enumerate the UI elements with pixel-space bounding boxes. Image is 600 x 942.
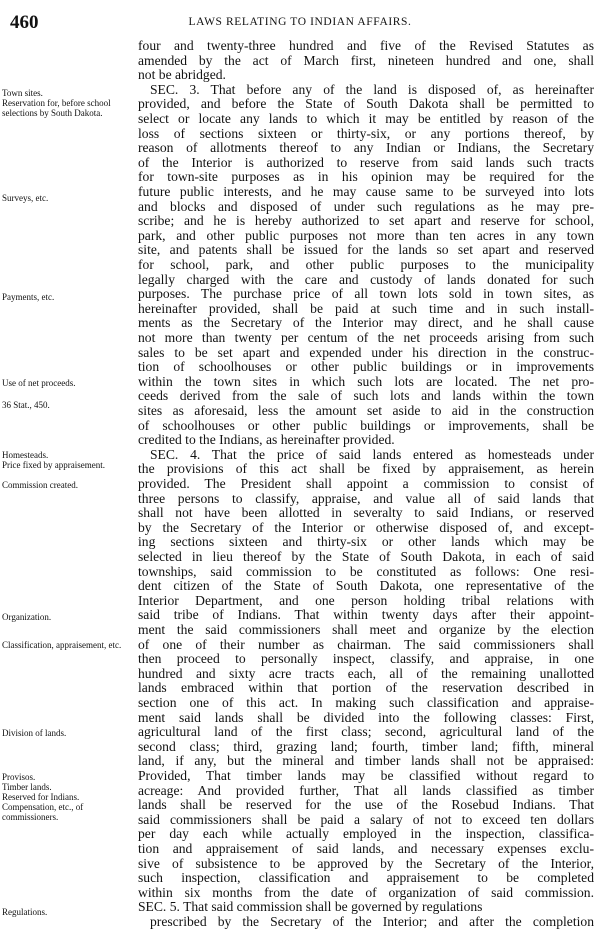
text-line: agricultural land of the first class; second, agricultural land of the xyxy=(138,725,594,740)
text-line: ments as the Secretary of the Interior may direct, and he shall cause xyxy=(138,316,594,331)
text-line: lands embraced within that portion of the reservation described in xyxy=(138,681,594,696)
text-line: hundred and sixty acre tracts each, all of the remaining unallotted xyxy=(138,666,594,681)
text-line: townships, said commission to be constituted as follows: One resi- xyxy=(138,564,594,579)
text-line: of schoolhouses or other public buildings or improvements, shall be xyxy=(138,418,594,433)
text-line: SEC. 5. That said commission shall be governed by regulations xyxy=(138,900,483,915)
text-line: site, and patents shall be issued for the lands so set apart and reserved xyxy=(138,243,594,258)
text-line: sales to be set apart and expended under his direction in the construc- xyxy=(138,345,594,360)
text-line: of one of their number as chairman. The said commissioners shall xyxy=(138,637,594,652)
text-line: said commissioners shall be paid a salary of not to exceed ten dollars xyxy=(138,812,594,827)
text-line: ment said lands shall be divided into the following classes: First, xyxy=(138,710,594,725)
margin-note: Reserved for Indians. xyxy=(2,792,80,802)
text-line: such inspection, classification and appraisement to be completed xyxy=(138,871,594,886)
text-line: for school, park, and other public purposes to the municipality xyxy=(138,258,594,272)
text-line: then proceed to personally inspect, classify, and appraise, in one xyxy=(138,652,594,667)
text-line: for town-site purposes as in his opinion may be required for the xyxy=(138,170,594,185)
text-line: tion of schoolhouses or other public buildings or in improvements xyxy=(138,360,594,375)
text-line: selected in lieu thereof by the State of South Dakota, in each of said xyxy=(138,550,594,564)
text-line: ceeds derived from the sale of such lots and lands within the town xyxy=(138,389,594,404)
text-line: hereinafter provided, shall be paid at such time and in such install- xyxy=(138,301,594,316)
text-line: future public interests, and he may cause same to be surveyed into lots xyxy=(138,185,594,199)
text-line: acreage: And provided further, That all lands classified as timber xyxy=(138,783,594,798)
text-line: reason of allotments thereof to any Indian or Indians, the Secretary xyxy=(138,141,594,156)
running-head: LAWS RELATING TO INDIAN AFFAIRS. xyxy=(188,16,412,28)
text-line: park, and other public purposes not more than ten acres in any town xyxy=(138,228,594,243)
text-line: within six months from the date of organization of said commission. xyxy=(138,885,594,900)
page-header xyxy=(10,12,590,36)
text-line: three persons to classify, appraise, and value all of said lands that xyxy=(138,491,594,506)
margin-note: 36 Stat., 450. xyxy=(2,400,50,410)
text-line: within the town sites in which such lots are located. The net pro- xyxy=(138,374,594,389)
text-line: SEC. 3. That before any of the land is disposed of, as hereinafter xyxy=(150,82,594,97)
margin-note: Commission created. xyxy=(2,480,78,490)
text-line: select or locate any lands to which it may be entitled by reason of the xyxy=(138,112,594,126)
text-line: ment the said commissioners shall meet and organize by the election xyxy=(138,623,594,637)
margin-note: Reservation for, before school selections by South Dakota. xyxy=(2,98,111,118)
text-line: purposes. The purchase price of all town lots sold in town sites, as xyxy=(138,287,594,302)
margin-note: Payments, etc. xyxy=(2,292,55,302)
text-line: sive of subsistence to be approved by the Secretary of the Interior, xyxy=(138,856,594,871)
text-line: ing sections sixteen and thirty-six or other lands which may be xyxy=(138,535,594,550)
text-line: prescribed by the Secretary of the Interior; and after the completion xyxy=(150,915,594,929)
text-line: legally charged with the care and custody of lands donated for such xyxy=(138,272,594,287)
text-line: credited to the Indians, as hereinafter provided. xyxy=(138,433,395,448)
text-line: not more than twenty per centum of the net proceeds arising from such xyxy=(138,331,594,345)
text-line: four and twenty-three hundred and five of the Revised Statutes as xyxy=(138,39,594,53)
margin-note: Division of lands. xyxy=(2,728,67,738)
margin-note: Price fixed by appraisement. xyxy=(2,460,105,470)
text-line: provided, and before the State of South Dakota shall be permitted to xyxy=(138,97,594,112)
text-line: amended by the act of March first, nineteen hundred and one, shall xyxy=(138,53,594,68)
text-line: second class; third, grazing land; fourth, timber land; fifth, mineral xyxy=(138,739,594,754)
text-line: the provisions of this act shall be fixed by appraisement, as herein xyxy=(138,462,594,477)
text-line: sites as aforesaid, less the amount set aside to aid in the construction xyxy=(138,404,594,418)
text-line: provided. The President shall appoint a commission to consist of xyxy=(138,477,594,491)
margin-note: Homesteads. xyxy=(2,450,49,460)
text-line: scribe; and he is hereby authorized to set apart and reserve for school, xyxy=(138,214,594,229)
text-line: land, if any, but the mineral and timber lands shall not be appraised: xyxy=(138,754,594,769)
margin-note: Timber lands. xyxy=(2,782,52,792)
margin-note: Compensation, etc., of commissioners. xyxy=(2,802,84,822)
text-line: loss of sections sixteen or thirty-six, or any portions thereof, by xyxy=(138,126,594,141)
statute-text xyxy=(138,39,594,941)
text-line: of the Interior is authorized to reserve from said lands such tracts xyxy=(138,155,594,170)
margin-note: Surveys, etc. xyxy=(2,193,49,203)
margin-note: Provisos. xyxy=(2,772,36,782)
margin-note: Classification, appraisement, etc. xyxy=(2,640,122,650)
text-line: SEC. 4. That the price of said lands entered as homesteads under xyxy=(150,447,594,462)
text-line: by the Secretary of the Interior or otherwise disposed of, and except- xyxy=(138,520,594,535)
page-number: 460 xyxy=(10,12,39,33)
text-line: per day each while actually employed in the inspection, classifica- xyxy=(138,827,594,842)
margin-note: Town sites. xyxy=(2,88,43,98)
margin-note: Organization. xyxy=(2,612,52,622)
text-line: dent citizen of the State of South Dakota, one representative of the xyxy=(138,579,594,594)
margin-note: Use of net proceeds. xyxy=(2,378,76,388)
text-line: tion and appraisement of said lands, and necessary expenses exclu- xyxy=(138,842,594,856)
text-line: and blocks and disposed of under such regulations as he may pre- xyxy=(138,199,594,214)
text-line: shall not have been allotted in severalty to said Indians, or reserved xyxy=(138,506,594,521)
margin-note: Regulations. xyxy=(2,907,48,917)
text-line: not be abridged. xyxy=(138,68,226,83)
text-line: said tribe of Indians. That within twenty days after their appoint- xyxy=(138,608,594,623)
text-line: Provided, That timber lands may be classified without regard to xyxy=(138,769,594,783)
text-line: Interior Department, and one person holding tribal relations with xyxy=(138,593,594,608)
text-line: lands shall be reserved for the use of the Rosebud Indians. That xyxy=(138,798,594,813)
text-line: section one of this act. In making such classification and appraise- xyxy=(138,696,594,710)
